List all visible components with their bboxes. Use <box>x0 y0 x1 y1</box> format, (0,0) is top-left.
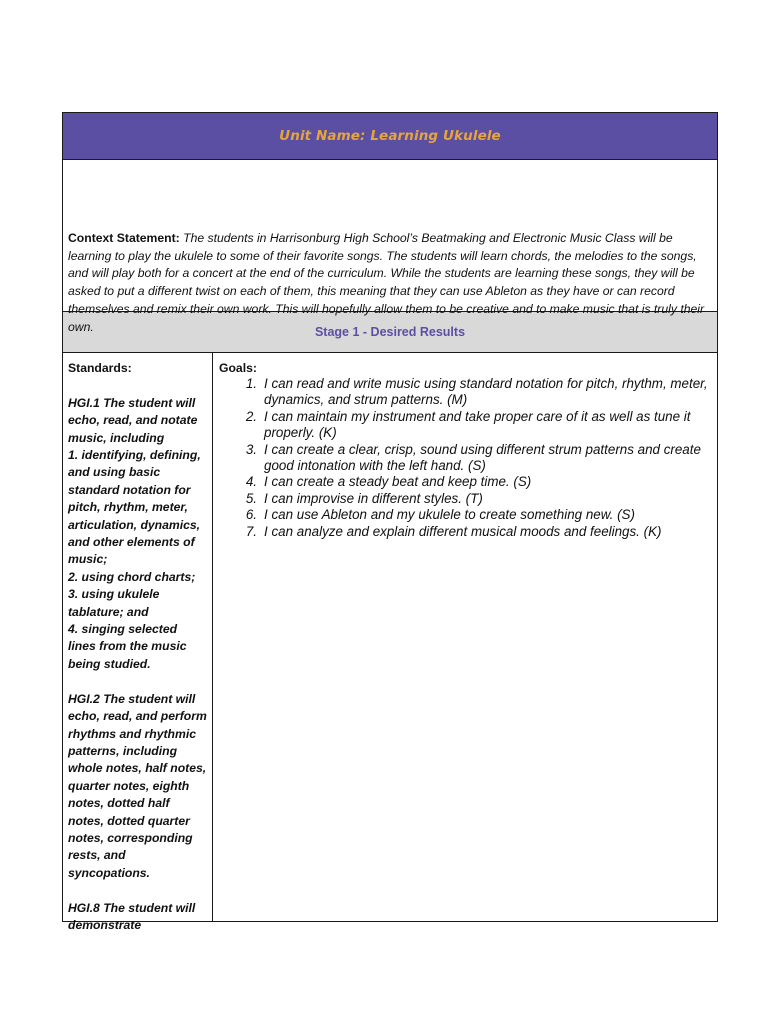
standard-hgi2: HGI.2 The student will echo, read, and perform rhythms and rhythmic patterns, including whole notes, half notes, quarter notes, eighth notes, dotted half notes, dotted quarter notes, corresponding rests, and syncopations. <box>68 691 207 880</box>
standard-hgi1-line: 1. identifying, defining, and using basic standard notation for pitch, rhythm, meter, articulation, dynamics, and other elements of music; <box>68 448 201 567</box>
goal-item <box>219 376 709 409</box>
goals-list <box>219 376 709 540</box>
goal-number: 7. <box>245 523 257 539</box>
standard-hgi1-line: HGI.1 The student will echo, read, and notate music, including <box>68 395 198 445</box>
goals-column <box>213 353 717 921</box>
standard-hgi8: HGI.8 The student will demonstrate <box>68 900 196 932</box>
goal-number: 2. <box>245 408 257 424</box>
goal-item <box>219 409 709 442</box>
standards-column <box>63 353 213 932</box>
standard-hgi1-line: 2. using chord charts; <box>68 569 196 584</box>
standards-heading: Standards: <box>68 361 132 375</box>
goal-text: I can create a clear, crisp, sound using different strum patterns and create good intonation with the left hand. (S) <box>264 441 701 474</box>
goal-number: 3. <box>245 441 257 457</box>
goal-item <box>219 524 709 540</box>
goal-text: I can read and write music using standard notation for pitch, rhythm, meter, dynamics, and strum patterns. (M) <box>264 376 708 408</box>
goal-item <box>219 474 709 490</box>
goal-number: 6. <box>245 507 257 523</box>
standard-hgi1 <box>68 395 208 674</box>
unit-title: Unit Name: Learning Ukulele <box>279 128 501 144</box>
goal-text: I can improvise in different styles. (T) <box>264 490 483 506</box>
standard-hgi1-line: 4. singing selected lines from the music being studied. <box>68 622 187 671</box>
goals-heading: Goals: <box>219 361 257 375</box>
goal-item <box>219 442 709 475</box>
goal-text: I can create a steady beat and keep time. (S) <box>264 474 532 490</box>
unit-plan-table <box>62 112 718 932</box>
goal-text: I can analyze and explain different musical moods and feelings. (K) <box>264 523 662 539</box>
goal-number: 4. <box>245 474 257 490</box>
goal-number: 5. <box>245 490 257 506</box>
goal-text: I can maintain my instrument and take proper care of it as well as tune it properly. (K) <box>264 408 691 441</box>
unit-title-bar <box>63 113 717 160</box>
stage-title: Stage 1 - Desired Results <box>314 325 466 339</box>
goal-text: I can use Ableton and my ukulele to create something new. (S) <box>264 507 635 523</box>
goal-item <box>219 507 709 523</box>
goal-number: 1. <box>245 376 257 391</box>
standard-hgi1-line: 3. using ukulele tablature; and <box>68 587 160 619</box>
goal-item <box>219 491 709 507</box>
context-label: Context Statement: <box>68 231 180 245</box>
context-text: The students in Harrisonburg High School’s Beatmaking and Electronic Music Class will be learning to play the ukulele to some of their favorite songs. The students will learn chords, the melodies to the songs, and will play both for a concert at the end of the curriculum. While the students are learning these songs, they will be asked to put a different twist on each of them, this meaning that they can use Ableton as they have or can record themselves and remix their own work. This will hopefully allow them to be creative and to make music that is truly their own. <box>68 231 705 334</box>
results-row <box>63 353 717 932</box>
